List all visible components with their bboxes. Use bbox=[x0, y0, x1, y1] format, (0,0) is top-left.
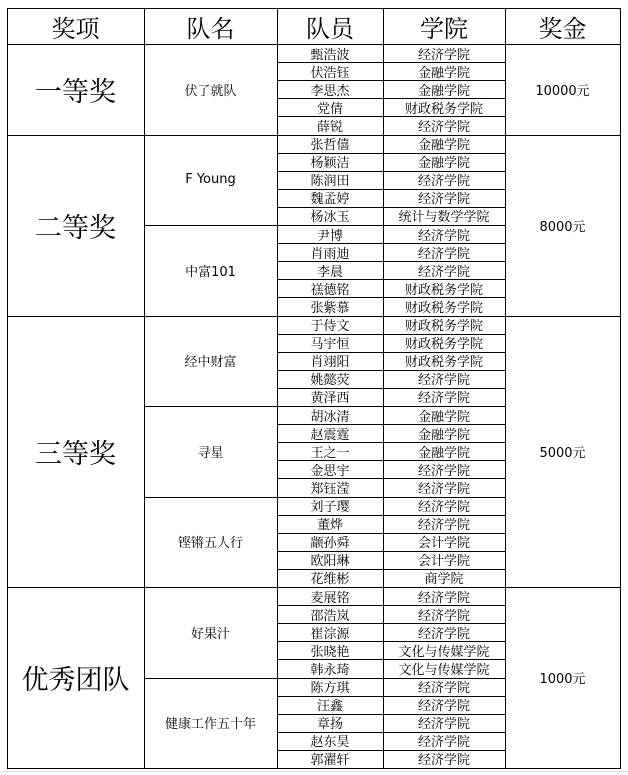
member-name: 张晓艳 bbox=[310, 644, 350, 660]
header-member: 队员 bbox=[306, 14, 354, 43]
member-name: 姚懿荧 bbox=[310, 373, 350, 388]
member-college: 财政税务学院 bbox=[404, 101, 483, 117]
member-college: 经济学院 bbox=[417, 174, 470, 189]
grid-line bbox=[505, 768, 620, 769]
member-college: 金融学院 bbox=[417, 427, 470, 443]
member-college: 经济学院 bbox=[417, 681, 470, 696]
member-name: 董烨 bbox=[316, 518, 343, 533]
award-name: 三等奖 bbox=[35, 438, 116, 470]
member-college: 金融学院 bbox=[417, 138, 470, 153]
grid-line bbox=[144, 768, 277, 769]
member-name: 韩永琦 bbox=[310, 662, 350, 678]
member-name: 肖翊阳 bbox=[310, 355, 350, 370]
member-name: 汪鑫 bbox=[316, 699, 343, 714]
member-name: 党倩 bbox=[316, 101, 343, 117]
member-college: 金融学院 bbox=[417, 445, 470, 461]
member-college: 经济学院 bbox=[417, 264, 470, 280]
team-name: 中富101 bbox=[185, 264, 236, 280]
member-name: 陈润田 bbox=[310, 174, 350, 189]
member-name: 魏孟婷 bbox=[310, 192, 350, 207]
member-name: 邵浩岚 bbox=[310, 608, 350, 624]
member-name: 张哲僖 bbox=[310, 138, 350, 153]
award-prize: 5000元 bbox=[539, 445, 586, 461]
member-name: 章扬 bbox=[316, 717, 343, 732]
grid-line bbox=[7, 768, 144, 769]
member-name: 张紫慕 bbox=[310, 300, 350, 316]
member-college: 经济学院 bbox=[417, 626, 470, 642]
member-college: 经济学院 bbox=[417, 590, 470, 606]
member-name: 李思杰 bbox=[310, 83, 350, 99]
member-college: 经济学院 bbox=[417, 119, 470, 135]
member-name: 伏浩钰 bbox=[310, 65, 350, 81]
member-name: 尹博 bbox=[316, 228, 343, 244]
member-name: 胡冰清 bbox=[310, 409, 350, 425]
award-prize: 10000元 bbox=[535, 83, 590, 99]
member-college: 经济学院 bbox=[417, 463, 470, 479]
member-college: 经济学院 bbox=[417, 518, 470, 533]
member-name: 禚德铭 bbox=[310, 282, 350, 298]
member-college: 金融学院 bbox=[417, 65, 470, 81]
member-name: 郑钰滢 bbox=[310, 481, 350, 497]
member-name: 王之一 bbox=[310, 445, 350, 461]
member-name: 马宇恒 bbox=[310, 337, 350, 352]
member-college: 文化与传媒学院 bbox=[398, 644, 490, 660]
member-college: 经济学院 bbox=[417, 47, 470, 63]
member-college: 会计学院 bbox=[417, 554, 470, 569]
member-college: 财政税务学院 bbox=[404, 355, 483, 370]
member-name: 麦展铭 bbox=[310, 590, 350, 606]
member-name: 肖雨迪 bbox=[310, 246, 350, 262]
member-college: 经济学院 bbox=[417, 699, 470, 714]
member-college: 统计与数学学院 bbox=[398, 210, 490, 225]
member-college: 经济学院 bbox=[417, 192, 470, 207]
member-college: 财政税务学院 bbox=[404, 337, 483, 352]
member-college: 金融学院 bbox=[417, 83, 470, 99]
member-college: 会计学院 bbox=[417, 536, 470, 551]
member-name: 刘子璎 bbox=[310, 500, 350, 515]
member-name: 金思宇 bbox=[310, 463, 350, 479]
grid-line bbox=[620, 8, 621, 769]
member-name: 郭濯轩 bbox=[310, 753, 350, 768]
member-college: 经济学院 bbox=[417, 481, 470, 497]
member-name: 欧阳琳 bbox=[310, 554, 350, 569]
member-name: 黄泽西 bbox=[310, 391, 350, 406]
member-name: 甄浩波 bbox=[310, 47, 350, 63]
member-college: 财政税务学院 bbox=[404, 300, 483, 316]
member-name: 陈方琪 bbox=[310, 681, 350, 696]
member-college: 金融学院 bbox=[417, 409, 470, 425]
member-name: 崔淙源 bbox=[310, 626, 350, 642]
member-name: 于侍文 bbox=[310, 319, 350, 334]
grid-line bbox=[277, 768, 505, 769]
team-name: 寻星 bbox=[197, 445, 224, 461]
member-college: 经济学院 bbox=[417, 373, 470, 388]
member-college: 经济学院 bbox=[417, 246, 470, 262]
member-name: 颛孙舜 bbox=[310, 536, 350, 551]
member-name: 杨颖洁 bbox=[310, 156, 350, 171]
header-award: 奖项 bbox=[51, 14, 100, 43]
member-college: 文化与传媒学院 bbox=[398, 662, 490, 678]
member-college: 经济学院 bbox=[417, 228, 470, 244]
member-name: 赵震霆 bbox=[310, 427, 350, 443]
member-college: 经济学院 bbox=[417, 753, 470, 768]
grid-line bbox=[7, 8, 620, 9]
member-name: 杨冰玉 bbox=[310, 210, 350, 225]
member-college: 经济学院 bbox=[417, 735, 470, 750]
header-prize: 奖金 bbox=[538, 14, 587, 43]
award-prize: 8000元 bbox=[539, 219, 586, 235]
member-college: 经济学院 bbox=[417, 391, 470, 406]
member-college: 商学院 bbox=[424, 572, 464, 587]
team-name: 经中财富 bbox=[184, 355, 237, 371]
team-name: 健康工作五十年 bbox=[164, 717, 256, 733]
header-team: 队名 bbox=[186, 14, 235, 43]
member-college: 财政税务学院 bbox=[404, 319, 483, 334]
member-name: 花维彬 bbox=[310, 572, 350, 587]
member-name: 赵东昊 bbox=[310, 735, 350, 750]
header-college: 学院 bbox=[420, 14, 468, 43]
member-name: 薛锐 bbox=[316, 119, 343, 135]
award-name: 优秀团队 bbox=[21, 665, 130, 696]
award-prize: 1000元 bbox=[539, 672, 586, 687]
member-college: 经济学院 bbox=[417, 608, 470, 624]
team-name: 好果汁 bbox=[190, 626, 230, 642]
member-college: 金融学院 bbox=[417, 156, 470, 171]
member-college: 经济学院 bbox=[417, 717, 470, 732]
member-name: 李晨 bbox=[316, 264, 343, 280]
member-college: 经济学院 bbox=[417, 500, 470, 515]
team-name: 伏了就队 bbox=[184, 83, 237, 99]
team-name: F Young bbox=[185, 172, 236, 188]
award-name: 二等奖 bbox=[35, 212, 116, 244]
sheet-gridline bbox=[0, 771, 628, 772]
member-college: 财政税务学院 bbox=[404, 282, 483, 298]
award-name: 一等奖 bbox=[35, 76, 116, 108]
team-name: 铿锵五人行 bbox=[177, 536, 243, 552]
